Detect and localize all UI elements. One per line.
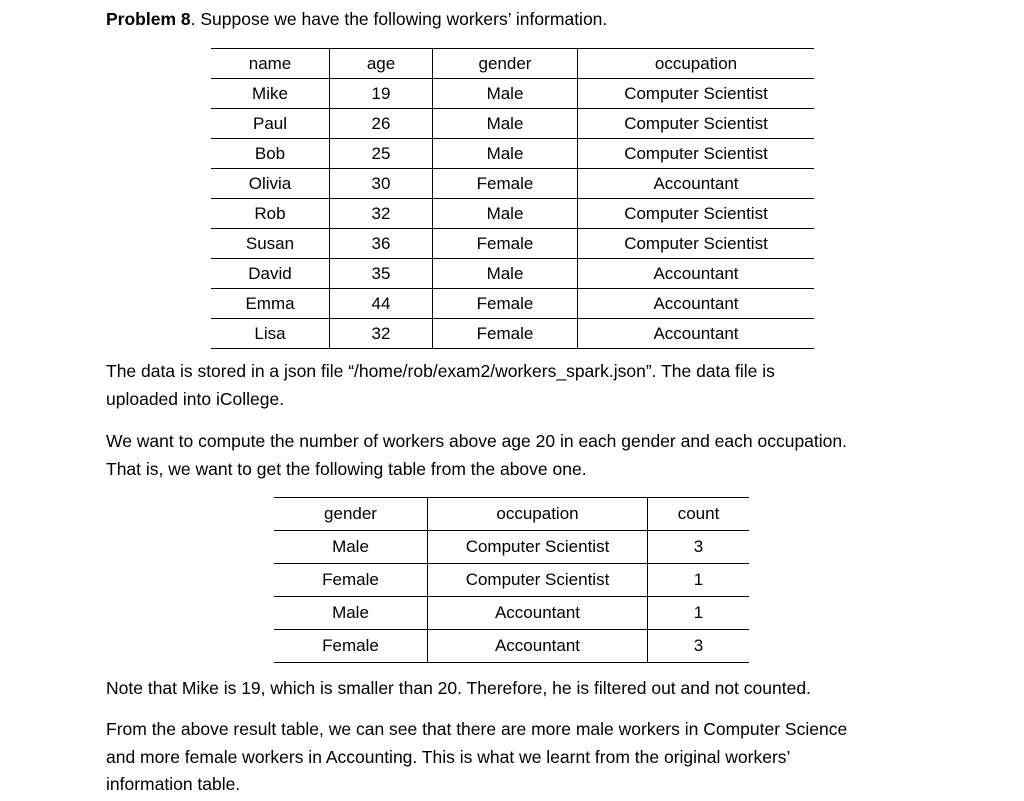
cell-count: 1 <box>648 564 750 597</box>
cell-gender: Male <box>433 139 578 169</box>
paragraph-line: Note that Mike is 19, which is smaller than 20. Therefore, he is filtered out and not counted. <box>106 678 811 698</box>
column-header-gender: gender <box>433 49 578 79</box>
cell-gender: Male <box>274 597 428 630</box>
cell-count: 3 <box>648 531 750 564</box>
cell-name: Rob <box>211 199 330 229</box>
cell-occupation: Accountant <box>428 630 648 663</box>
table-row <box>211 139 814 169</box>
cell-occupation: Computer Scientist <box>578 229 815 259</box>
workers-table <box>211 48 814 349</box>
result-table-body <box>274 498 749 663</box>
cell-occupation: Accountant <box>578 289 815 319</box>
column-header-age: age <box>330 49 433 79</box>
column-header-occupation: occupation <box>578 49 815 79</box>
table-row <box>211 169 814 199</box>
cell-gender: Male <box>433 259 578 289</box>
table-row <box>211 229 814 259</box>
cell-gender: Female <box>433 169 578 199</box>
cell-age: 36 <box>330 229 433 259</box>
cell-name: Olivia <box>211 169 330 199</box>
paragraph-line: and more female workers in Accounting. This is what we learnt from the original workers’ <box>106 746 791 767</box>
cell-gender: Male <box>433 79 578 109</box>
cell-occupation: Accountant <box>428 597 648 630</box>
note-paragraph <box>106 675 1006 703</box>
cell-occupation: Computer Scientist <box>578 199 815 229</box>
cell-occupation: Computer Scientist <box>428 564 648 597</box>
table-header-row <box>211 49 814 79</box>
cell-occupation: Accountant <box>578 259 815 289</box>
cell-occupation: Computer Scientist <box>578 109 815 139</box>
table-row <box>274 597 749 630</box>
cell-occupation: Accountant <box>578 319 815 349</box>
cell-occupation: Accountant <box>578 169 815 199</box>
problem-heading <box>106 8 607 30</box>
paragraph-line: information table. <box>106 774 241 794</box>
paragraph-line: The data is stored in a json file “/home/rob/exam2/workers_spark.json”. The data file is <box>106 361 775 381</box>
cell-age: 32 <box>330 319 433 349</box>
conclusion-paragraph <box>106 716 1006 799</box>
cell-name: Paul <box>211 109 330 139</box>
cell-age: 19 <box>330 79 433 109</box>
cell-occupation: Computer Scientist <box>578 79 815 109</box>
table-row <box>211 199 814 229</box>
problem-label: Problem 8 <box>106 9 191 29</box>
cell-gender: Female <box>274 564 428 597</box>
cell-age: 30 <box>330 169 433 199</box>
cell-name: David <box>211 259 330 289</box>
paragraph-line: From the above result table, we can see that there are more male workers in Computer Science <box>106 719 848 739</box>
column-header-name: name <box>211 49 330 79</box>
paragraph-line: uploaded into iCollege. <box>106 388 285 409</box>
paragraph-line: That is, we want to get the following table from the above one. <box>106 458 587 479</box>
table-row <box>274 531 749 564</box>
table-row <box>211 319 814 349</box>
table-row <box>274 630 749 663</box>
table-header-row <box>274 498 749 531</box>
cell-age: 35 <box>330 259 433 289</box>
cell-name: Lisa <box>211 319 330 349</box>
cell-gender: Female <box>433 289 578 319</box>
cell-name: Mike <box>211 79 330 109</box>
cell-name: Bob <box>211 139 330 169</box>
cell-occupation: Computer Scientist <box>428 531 648 564</box>
data-location-paragraph <box>106 358 1006 413</box>
cell-count: 3 <box>648 630 750 663</box>
cell-gender: Female <box>433 319 578 349</box>
table-row <box>211 79 814 109</box>
task-paragraph <box>106 428 1006 483</box>
column-header-count: count <box>648 498 750 531</box>
column-header-gender: gender <box>274 498 428 531</box>
workers-table-body <box>211 49 814 349</box>
table-row <box>211 109 814 139</box>
cell-count: 1 <box>648 597 750 630</box>
problem-statement: . Suppose we have the following workers’ information. <box>190 9 608 29</box>
table-row <box>274 564 749 597</box>
paragraph-line: We want to compute the number of workers above age 20 in each gender and each occupation. <box>106 431 847 451</box>
cell-name: Emma <box>211 289 330 319</box>
cell-age: 44 <box>330 289 433 319</box>
table-row <box>211 259 814 289</box>
cell-gender: Male <box>433 199 578 229</box>
cell-age: 25 <box>330 139 433 169</box>
cell-gender: Male <box>433 109 578 139</box>
result-table <box>274 497 749 663</box>
column-header-occupation: occupation <box>428 498 648 531</box>
cell-gender: Female <box>274 630 428 663</box>
cell-occupation: Computer Scientist <box>578 139 815 169</box>
table-row <box>211 289 814 319</box>
cell-gender: Female <box>433 229 578 259</box>
cell-age: 32 <box>330 199 433 229</box>
cell-gender: Male <box>274 531 428 564</box>
cell-name: Susan <box>211 229 330 259</box>
cell-age: 26 <box>330 109 433 139</box>
